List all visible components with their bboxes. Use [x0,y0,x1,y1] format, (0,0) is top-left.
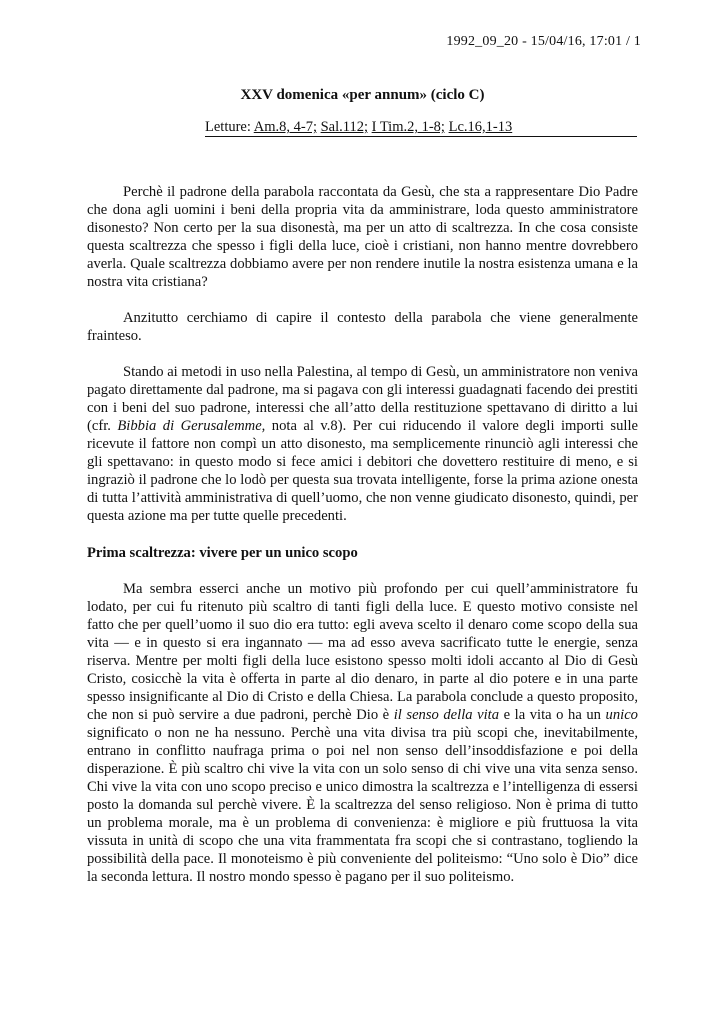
page-title: XXV domenica «per annum» (ciclo C) [240,87,485,103]
reading-ref: Lc.16,1-13 [448,119,513,135]
readings-line [205,118,637,137]
emphasis: unico [605,707,638,723]
paragraph: Ma sembra esserci anche un motivo più profondo per cui quell’amministratore fu lodato, per cui fu ritenuto più scaltro di tanti figli della luce. E questo motivo consiste nel fatto che per quell’uomo il suo dio era tutto: egli aveva scelto il denaro come scopo della sua vita — e in questo si era ingannato — ma ad esso aveva sacrificato tutte le energie, senza riserva. Mentre per molti figli della luce esistono spesso molti idoli accanto al Dio di Gesù Cristo, cosicchè la vita è offerta in parte al dio denaro, in parte al dio potere e in una parte spesso insignificante al Dio di Cristo e della Chiesa. La parabola conclude a questo proposito, che non si può servire a due padroni, perchè Dio è il senso della vita e la vita o ha un unico significato o non ne ha nessuno. Perchè una vita divisa tra più scopi che, inevitabilmente, entrano in conflitto naufraga prima o poi nel non senso dell’insoddisfazione e poi della disperazione. È più scaltro chi vive la vita con un solo senso di chi vive una vita senza senso. Chi vive la vita con uno scopo preciso e unico dimostra la scaltrezza e l’intelligenza di essersi posto la domanda sul perchè vivere. È la scaltrezza del senso religioso. Non è prima di tutto un problema morale, ma è un problema di convenienza: è migliore e più fruttuosa la vita vissuta in unità di scopo che una vita frammentata fra scopi che si contrastano, togliendo la possibilità della pace. Il monoteismo è più conveniente del politeismo: “Uno solo è Dio” dice la seconda lettura. Il nostro mondo spesso è pagano per il suo politeismo. [87,581,638,885]
reading-ref: I Tim.2, 1-8; [371,119,445,135]
intro-section [87,183,638,543]
section-heading: Prima scaltrezza: vivere per un unico scopo [87,545,358,561]
document-timestamp: 1992_09_20 - 15/04/16, 17:01 / 1 [446,34,641,49]
emphasis: il senso della vita [393,707,500,723]
reading-ref: Am.8, 4-7; [253,119,317,135]
citation-title: Bibbia di Gerusalemme, [117,418,266,434]
paragraph: Stando ai metodi in uso nella Palestina, al tempo di Gesù, un amministratore non veniva pagato direttamente dal padrone, ma si pagava con gli interessi guadagnati facendo dei prestiti con i beni del suo padrone, interessi che all’atto della restituzione spettavano di diritto a lui (cfr. Bibbia di Gerusalemme, nota al v.8). Per cui riducendo il valore degli importi sulle ricevute il fattore non compì un atto disonesto, ma semplicemente rinunciò agli interessi che gli spettavano: in questo modo si fece amici i debitori che dovettero restituire di meno, e si ingraziò il padrone che lo lodò per questa sua trovata intelligente, forse la prima azione onesta di tutta l’attività amministrativa di quell’uomo, che non venne giudicato disonesto, quindi, per questa azione ma per tutte quelle precedenti. [87,364,638,524]
paragraph: Anzitutto cerchiamo di capire il contesto della parabola che viene generalmente frainteso. [87,310,638,344]
reading-ref: Sal.112; [320,119,368,135]
section-body [87,580,638,904]
paragraph: Perchè il padrone della parabola raccontata da Gesù, che sta a rappresentare Dio Padre che dona agli uomini i beni della propria vita da amministrare, loda questo amministratore disonesto? Non certo per la sua disonestà, ma per un atto di scaltrezza. In che cosa consiste questa scaltrezza che spesso i figli della luce, cioè i cristiani, non hanno mentre dovrebbero averla. Quale scaltrezza dobbiamo avere per non rendere inutile la nostra esistenza umana e la nostra vita cristiana? [87,184,638,290]
readings-label: Letture: [205,119,251,135]
